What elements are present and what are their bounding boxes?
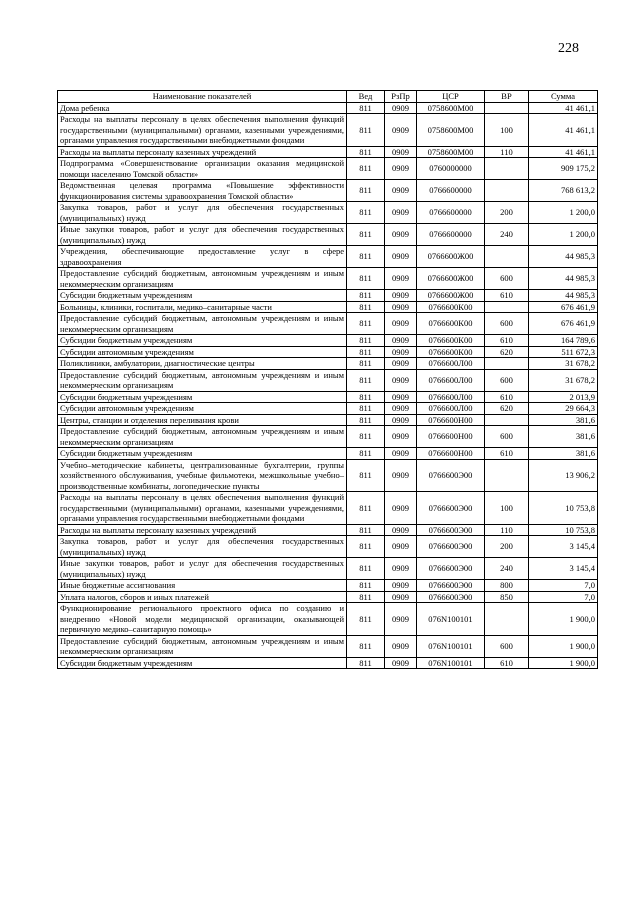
cell-csr: 0758600М00	[417, 114, 485, 147]
cell-vr: 620	[485, 403, 529, 415]
cell-csr: 0766600Э00	[417, 459, 485, 492]
cell-vr	[485, 358, 529, 370]
cell-rzpr: 0909	[385, 459, 417, 492]
cell-ved: 811	[347, 246, 385, 268]
table-row	[58, 580, 598, 592]
cell-sum: 13 906,2	[529, 459, 598, 492]
cell-vr: 600	[485, 369, 529, 391]
cell-csr: 0766600К00	[417, 313, 485, 335]
cell-name: Предоставление субсидий бюджетным, автономным учреждениям и иным некоммерческим организациям	[58, 426, 347, 448]
cell-vr: 850	[485, 591, 529, 603]
cell-ved: 811	[347, 369, 385, 391]
cell-vr: 600	[485, 268, 529, 290]
table-row	[58, 369, 598, 391]
table-row	[58, 558, 598, 580]
table-row	[58, 391, 598, 403]
cell-ved: 811	[347, 358, 385, 370]
cell-csr: 0758600М00	[417, 102, 485, 114]
cell-rzpr: 0909	[385, 403, 417, 415]
cell-vr: 610	[485, 448, 529, 460]
cell-ved: 811	[347, 301, 385, 313]
cell-vr	[485, 301, 529, 313]
cell-vr	[485, 414, 529, 426]
cell-name: Учреждения, обеспечивающие предоставление услуг в сфере здравоохранения	[58, 246, 347, 268]
cell-vr	[485, 603, 529, 636]
cell-rzpr: 0909	[385, 301, 417, 313]
cell-sum: 10 753,8	[529, 524, 598, 536]
cell-csr: 0766600К00	[417, 335, 485, 347]
cell-csr: 0766600Н00	[417, 426, 485, 448]
cell-rzpr: 0909	[385, 313, 417, 335]
table-row	[58, 301, 598, 313]
cell-name: Расходы на выплаты персоналу в целях обеспечения выполнения функций государственными (муниципальными) органами, казенными учреждениями, органами управления государственными внебюджетными фондами	[58, 114, 347, 147]
cell-ved: 811	[347, 414, 385, 426]
table-row	[58, 536, 598, 558]
table-row	[58, 146, 598, 158]
table-row	[58, 426, 598, 448]
table-row	[58, 448, 598, 460]
table-row	[58, 524, 598, 536]
cell-rzpr: 0909	[385, 391, 417, 403]
table-row	[58, 492, 598, 525]
cell-csr: 0758600М00	[417, 146, 485, 158]
cell-rzpr: 0909	[385, 580, 417, 592]
cell-sum: 44 985,3	[529, 246, 598, 268]
table-row	[58, 268, 598, 290]
cell-name: Субсидии бюджетным учреждениям	[58, 391, 347, 403]
cell-rzpr: 0909	[385, 635, 417, 657]
cell-rzpr: 0909	[385, 346, 417, 358]
cell-vr: 240	[485, 558, 529, 580]
cell-ved: 811	[347, 580, 385, 592]
cell-sum: 44 985,3	[529, 290, 598, 302]
cell-name: Субсидии автономным учреждениям	[58, 403, 347, 415]
table-row	[58, 246, 598, 268]
cell-rzpr: 0909	[385, 268, 417, 290]
cell-name: Предоставление субсидий бюджетным, автономным учреждениям и иным некоммерческим организациям	[58, 313, 347, 335]
cell-ved: 811	[347, 346, 385, 358]
cell-csr: 0766600Н00	[417, 448, 485, 460]
table-row	[58, 158, 598, 180]
cell-sum: 1 200,0	[529, 224, 598, 246]
cell-vr: 610	[485, 657, 529, 669]
table-row	[58, 657, 598, 669]
cell-sum: 3 145,4	[529, 536, 598, 558]
cell-rzpr: 0909	[385, 158, 417, 180]
cell-name: Иные закупки товаров, работ и услуг для обеспечения государственных (муниципальных) нужд	[58, 558, 347, 580]
cell-sum: 676 461,9	[529, 301, 598, 313]
cell-csr: 0766600Ж00	[417, 290, 485, 302]
cell-ved: 811	[347, 180, 385, 202]
cell-csr: 0766600Ж00	[417, 246, 485, 268]
cell-csr: 0766600К00	[417, 301, 485, 313]
cell-ved: 811	[347, 558, 385, 580]
cell-ved: 811	[347, 290, 385, 302]
cell-ved: 811	[347, 459, 385, 492]
cell-csr: 0766600Э00	[417, 492, 485, 525]
budget-table	[57, 90, 598, 669]
table-row	[58, 459, 598, 492]
cell-name: Больницы, клиники, госпитали, медико–санитарные части	[58, 301, 347, 313]
cell-name: Поликлиники, амбулатории, диагностические центры	[58, 358, 347, 370]
table-row	[58, 591, 598, 603]
cell-name: Субсидии бюджетным учреждениям	[58, 657, 347, 669]
cell-name: Центры, станции и отделения переливания крови	[58, 414, 347, 426]
cell-rzpr: 0909	[385, 448, 417, 460]
cell-csr: 0766600Л00	[417, 403, 485, 415]
cell-vr: 110	[485, 146, 529, 158]
cell-vr: 200	[485, 536, 529, 558]
cell-vr: 610	[485, 391, 529, 403]
cell-csr: 0766600Э00	[417, 536, 485, 558]
cell-vr: 800	[485, 580, 529, 592]
table-row	[58, 635, 598, 657]
header-rzpr: РзПр	[385, 91, 417, 103]
table-row	[58, 180, 598, 202]
cell-name: Субсидии бюджетным учреждениям	[58, 448, 347, 460]
cell-csr: 0766600Ж00	[417, 268, 485, 290]
cell-sum: 909 175,2	[529, 158, 598, 180]
cell-ved: 811	[347, 591, 385, 603]
cell-rzpr: 0909	[385, 591, 417, 603]
cell-csr: 0766600Л00	[417, 391, 485, 403]
page-number: 228	[558, 41, 579, 56]
cell-sum: 676 461,9	[529, 313, 598, 335]
cell-sum: 1 900,0	[529, 657, 598, 669]
cell-sum: 768 613,2	[529, 180, 598, 202]
cell-ved: 811	[347, 202, 385, 224]
cell-sum: 164 789,6	[529, 335, 598, 347]
cell-sum: 3 145,4	[529, 558, 598, 580]
cell-ved: 811	[347, 313, 385, 335]
cell-rzpr: 0909	[385, 335, 417, 347]
table-row	[58, 313, 598, 335]
cell-csr: 0766600000	[417, 180, 485, 202]
cell-sum: 381,6	[529, 448, 598, 460]
cell-rzpr: 0909	[385, 369, 417, 391]
cell-csr: 076N100101	[417, 603, 485, 636]
table-row	[58, 114, 598, 147]
cell-name: Расходы на выплаты персоналу в целях обеспечения выполнения функций государственными (муниципальными) органами, казенными учреждениями, органами управления государственными внебюджетными фондами	[58, 492, 347, 525]
cell-vr	[485, 180, 529, 202]
cell-csr: 0766600Э00	[417, 558, 485, 580]
header-csr: ЦСР	[417, 91, 485, 103]
cell-vr: 110	[485, 524, 529, 536]
cell-name: Функционирование регионального проектного офиса по созданию и внедрению «Новой модели медицинской организации, оказывающей первичную медико–санитарную помощь»	[58, 603, 347, 636]
cell-ved: 811	[347, 224, 385, 246]
cell-rzpr: 0909	[385, 146, 417, 158]
cell-rzpr: 0909	[385, 358, 417, 370]
cell-name: Иные бюджетные ассигнования	[58, 580, 347, 592]
cell-name: Предоставление субсидий бюджетным, автономным учреждениям и иным некоммерческим организациям	[58, 635, 347, 657]
cell-ved: 811	[347, 448, 385, 460]
cell-sum: 7,0	[529, 591, 598, 603]
cell-name: Закупка товаров, работ и услуг для обеспечения государственных (муниципальных) нужд	[58, 536, 347, 558]
cell-rzpr: 0909	[385, 414, 417, 426]
cell-name: Расходы на выплаты персоналу казенных учреждений	[58, 524, 347, 536]
cell-rzpr: 0909	[385, 657, 417, 669]
cell-vr: 100	[485, 114, 529, 147]
cell-sum: 10 753,8	[529, 492, 598, 525]
cell-sum: 31 678,2	[529, 358, 598, 370]
cell-name: Субсидии автономным учреждениям	[58, 346, 347, 358]
cell-vr: 600	[485, 313, 529, 335]
cell-sum: 31 678,2	[529, 369, 598, 391]
cell-rzpr: 0909	[385, 202, 417, 224]
cell-sum: 1 900,0	[529, 603, 598, 636]
table-row	[58, 414, 598, 426]
cell-rzpr: 0909	[385, 426, 417, 448]
header-ved: Вед	[347, 91, 385, 103]
cell-name: Учебно–методические кабинеты, централизованные бухгалтерии, группы хозяйственного обслуживания, учебные фильмотеки, межшкольные учебно–производственные комбинаты, логопедические пункты	[58, 459, 347, 492]
cell-name: Дома ребенка	[58, 102, 347, 114]
cell-name: Предоставление субсидий бюджетным, автономным учреждениям и иным некоммерческим организациям	[58, 268, 347, 290]
cell-vr	[485, 158, 529, 180]
cell-csr: 0766600Э00	[417, 524, 485, 536]
table-row	[58, 403, 598, 415]
cell-csr: 0766600Н00	[417, 414, 485, 426]
cell-rzpr: 0909	[385, 224, 417, 246]
table-row	[58, 346, 598, 358]
cell-name: Предоставление субсидий бюджетным, автономным учреждениям и иным некоммерческим организациям	[58, 369, 347, 391]
cell-csr: 0766600Л00	[417, 369, 485, 391]
table-row	[58, 335, 598, 347]
cell-sum: 7,0	[529, 580, 598, 592]
cell-csr: 0766600К00	[417, 346, 485, 358]
cell-ved: 811	[347, 524, 385, 536]
cell-csr: 0766600000	[417, 224, 485, 246]
cell-name: Субсидии бюджетным учреждениям	[58, 335, 347, 347]
table-row	[58, 603, 598, 636]
cell-vr: 100	[485, 492, 529, 525]
cell-ved: 811	[347, 635, 385, 657]
cell-ved: 811	[347, 146, 385, 158]
cell-vr: 600	[485, 426, 529, 448]
cell-csr: 0766600000	[417, 202, 485, 224]
cell-name: Субсидии бюджетным учреждениям	[58, 290, 347, 302]
cell-ved: 811	[347, 268, 385, 290]
cell-rzpr: 0909	[385, 492, 417, 525]
cell-name: Закупка товаров, работ и услуг для обеспечения государственных (муниципальных) нужд	[58, 202, 347, 224]
cell-csr: 076N100101	[417, 657, 485, 669]
cell-vr: 620	[485, 346, 529, 358]
cell-csr: 0766600Л00	[417, 358, 485, 370]
cell-rzpr: 0909	[385, 536, 417, 558]
table-body	[58, 102, 598, 669]
cell-sum: 511 672,3	[529, 346, 598, 358]
header-name: Наименование показателей	[58, 91, 347, 103]
cell-sum: 2 013,9	[529, 391, 598, 403]
cell-ved: 811	[347, 335, 385, 347]
cell-ved: 811	[347, 403, 385, 415]
cell-rzpr: 0909	[385, 114, 417, 147]
cell-name: Уплата налогов, сборов и иных платежей	[58, 591, 347, 603]
cell-rzpr: 0909	[385, 102, 417, 114]
cell-ved: 811	[347, 492, 385, 525]
cell-rzpr: 0909	[385, 524, 417, 536]
cell-vr	[485, 459, 529, 492]
cell-rzpr: 0909	[385, 558, 417, 580]
cell-vr: 610	[485, 335, 529, 347]
cell-sum: 381,6	[529, 414, 598, 426]
cell-vr: 240	[485, 224, 529, 246]
cell-csr: 0766600Э00	[417, 580, 485, 592]
header-sum: Сумма	[529, 91, 598, 103]
cell-sum: 1 200,0	[529, 202, 598, 224]
cell-ved: 811	[347, 102, 385, 114]
cell-sum: 381,6	[529, 426, 598, 448]
cell-vr: 610	[485, 290, 529, 302]
cell-sum: 29 664,3	[529, 403, 598, 415]
cell-csr: 0766600Э00	[417, 591, 485, 603]
cell-sum: 44 985,3	[529, 268, 598, 290]
cell-vr	[485, 102, 529, 114]
cell-ved: 811	[347, 158, 385, 180]
cell-rzpr: 0909	[385, 246, 417, 268]
cell-sum: 41 461,1	[529, 102, 598, 114]
cell-name: Подпрограмма «Совершенствование организации оказания медицинской помощи населению Томской области»	[58, 158, 347, 180]
cell-sum: 1 900,0	[529, 635, 598, 657]
cell-sum: 41 461,1	[529, 146, 598, 158]
cell-ved: 811	[347, 536, 385, 558]
cell-vr: 600	[485, 635, 529, 657]
cell-rzpr: 0909	[385, 290, 417, 302]
cell-rzpr: 0909	[385, 180, 417, 202]
cell-ved: 811	[347, 114, 385, 147]
cell-sum: 41 461,1	[529, 114, 598, 147]
cell-name: Расходы на выплаты персоналу казенных учреждений	[58, 146, 347, 158]
cell-vr: 200	[485, 202, 529, 224]
cell-csr: 076N100101	[417, 635, 485, 657]
cell-rzpr: 0909	[385, 603, 417, 636]
table-row	[58, 290, 598, 302]
table-row	[58, 358, 598, 370]
cell-name: Ведомственная целевая программа «Повышение эффективности функционирования системы здравоохранения Томской области»	[58, 180, 347, 202]
cell-ved: 811	[347, 426, 385, 448]
cell-name: Иные закупки товаров, работ и услуг для обеспечения государственных (муниципальных) нужд	[58, 224, 347, 246]
cell-vr	[485, 246, 529, 268]
table-row	[58, 224, 598, 246]
header-vr: ВР	[485, 91, 529, 103]
cell-ved: 811	[347, 603, 385, 636]
table-header-row	[58, 91, 598, 103]
cell-ved: 811	[347, 391, 385, 403]
cell-ved: 811	[347, 657, 385, 669]
table-row	[58, 102, 598, 114]
cell-csr: 0760000000	[417, 158, 485, 180]
table-row	[58, 202, 598, 224]
